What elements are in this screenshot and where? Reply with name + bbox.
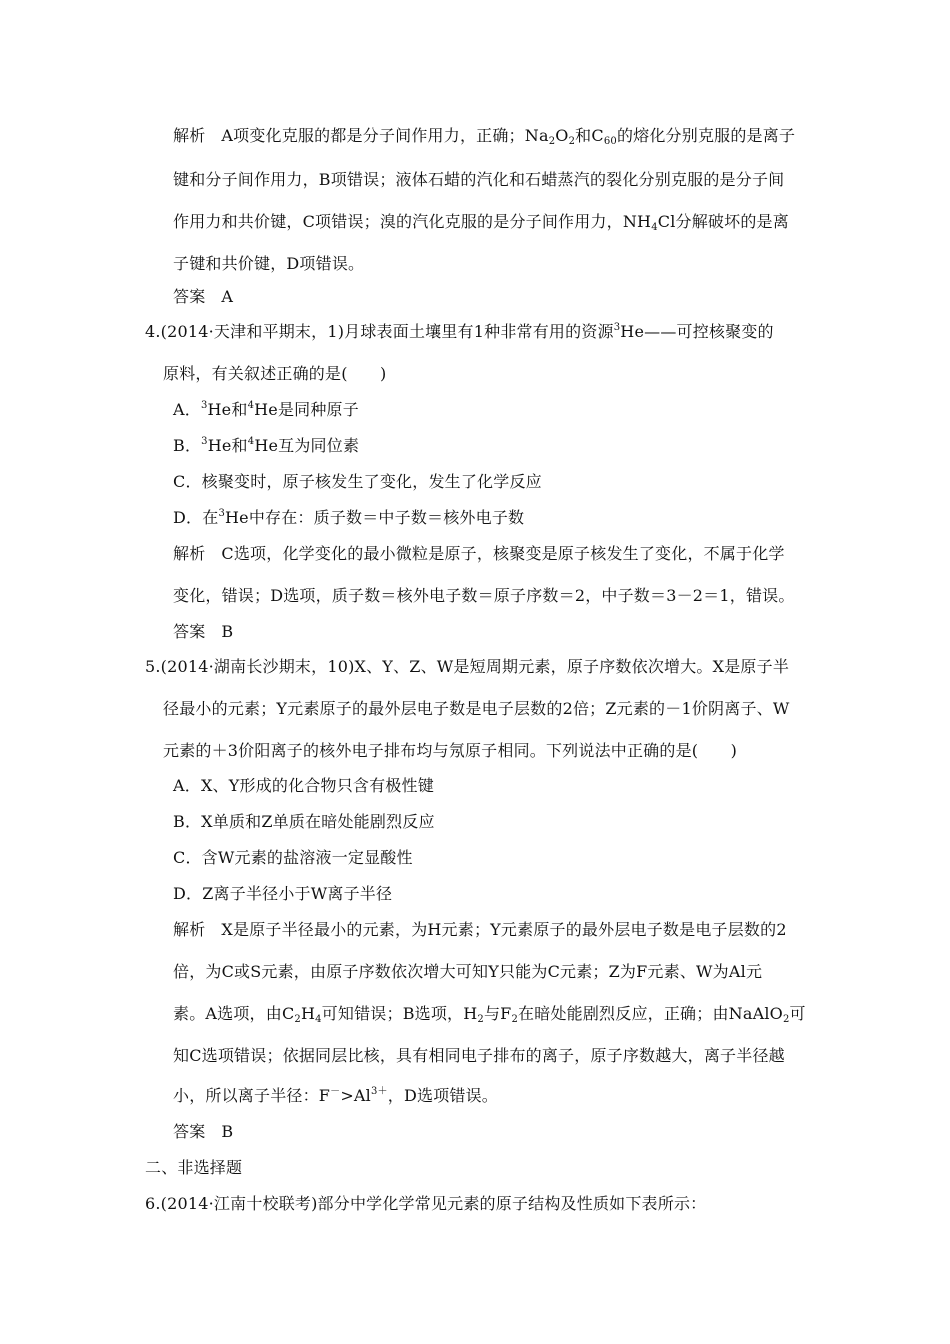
q5-analysis-line-2: 倍，为C或S元素，由原子序数依次增大可知Y只能为C元素；Z为F元素、W为Al元 xyxy=(173,962,763,981)
q3-analysis-line-1: 解析 A项变化克服的都是分子间作用力，正确；$Na_2O_2$和$C_{60}$的熔化分别克服的是离子 xyxy=(173,126,796,147)
q4-option-d: D．在$^3$He中存在：质子数＝中子数＝核外电子数 xyxy=(173,508,525,527)
answer-label: 答案 xyxy=(173,1122,206,1141)
section-heading: 二、非选择题 xyxy=(145,1158,243,1177)
analysis-label: 解析 xyxy=(173,920,206,939)
q3-answer xyxy=(173,287,233,307)
q5-stem-line-1: 5.(2014·湖南长沙期末，10)X、Y、Z、W是短周期元素，原子序数依次增大。X是原子半 xyxy=(145,657,790,676)
q5-analysis-line-4: 知C选项错误；依据同层比核，具有相同电子排布的离子，原子序数越大，离子半径越 xyxy=(173,1046,785,1065)
answer-label: 答案 xyxy=(173,287,206,306)
q4-option-b: B．$^3$He和$^4$He互为同位素 xyxy=(173,436,360,455)
answer-label: 答案 xyxy=(173,622,206,641)
answer-value: B xyxy=(221,1122,234,1141)
q5-answer xyxy=(173,1122,233,1142)
q5-stem-line-3: 元素的＋3价阳离子的核外电子排布均与氖原子相同。下列说法中正确的是( ) xyxy=(163,741,738,760)
q5-analysis-line-1: 解析 X是原子半径最小的元素，为H元素；Y元素原子的最外层电子数是电子层数的2 xyxy=(173,920,787,939)
q4-analysis-line-1: 解析 C选项，化学变化的最小微粒是原子，核聚变是原子核发生了变化，不属于化学 xyxy=(173,544,785,563)
q4-option-a: A．$^3$He和$^4$He是同种原子 xyxy=(173,400,359,419)
q3-analysis-line-4: 子键和共价键，D项错误。 xyxy=(173,254,365,273)
answer-value: A xyxy=(221,287,234,306)
question-number: 4. xyxy=(145,322,161,341)
q5-option-a: A．X、Y形成的化合物只含有极性键 xyxy=(173,776,434,795)
q4-answer xyxy=(173,622,233,642)
q4-stem-line-1: 4.(2014·天津和平期末，1)月球表面土壤里有1种非常有用的资源$^3$He——可控核聚变的 xyxy=(145,322,774,341)
analysis-label: 解析 xyxy=(173,544,206,563)
q5-analysis-line-3: 素。A选项，由$C_2H_4$可知错误；B选项，$H_2$与$F_2$在暗处能剧烈反应，正确；由NaAlO$_2$可 xyxy=(173,1004,806,1025)
q6-stem: 6.(2014·江南十校联考)部分中学化学常见元素的原子结构及性质如下表所示： xyxy=(145,1194,707,1213)
q5-option-c: C．含W元素的盐溶液一定显酸性 xyxy=(173,848,413,867)
q3-analysis-line-3: 作用力和共价键，C项错误；溴的汽化克服的是分子间作用力，$NH_4Cl$分解破坏的是离 xyxy=(173,212,789,233)
question-number: 6. xyxy=(145,1194,161,1213)
q4-option-c: C．核聚变时，原子核发生了变化，发生了化学反应 xyxy=(173,472,542,491)
analysis-label: 解析 xyxy=(173,126,206,145)
q5-analysis-line-5: 小，所以离子半径：$F^->Al^{3+}$，D选项错误。 xyxy=(173,1086,498,1105)
q5-option-b: B．X单质和Z单质在暗处能剧烈反应 xyxy=(173,812,435,831)
question-number: 5. xyxy=(145,657,161,676)
q4-analysis-line-2: 变化，错误；D选项，质子数＝核外电子数＝原子序数＝2，中子数＝3－2＝1，错误。 xyxy=(173,586,795,605)
answer-value: B xyxy=(221,622,234,641)
q5-stem-line-2: 径最小的元素；Y元素原子的最外层电子数是电子层数的2倍；Z元素的－1价阴离子、W xyxy=(163,699,790,718)
q4-stem-line-2: 原料，有关叙述正确的是( ) xyxy=(163,364,387,383)
q3-analysis-line-2: 键和分子间作用力，B项错误；液体石蜡的汽化和石蜡蒸汽的裂化分别克服的是分子间 xyxy=(173,170,785,189)
q5-option-d: D．Z离子半径小于W离子半径 xyxy=(173,884,393,903)
